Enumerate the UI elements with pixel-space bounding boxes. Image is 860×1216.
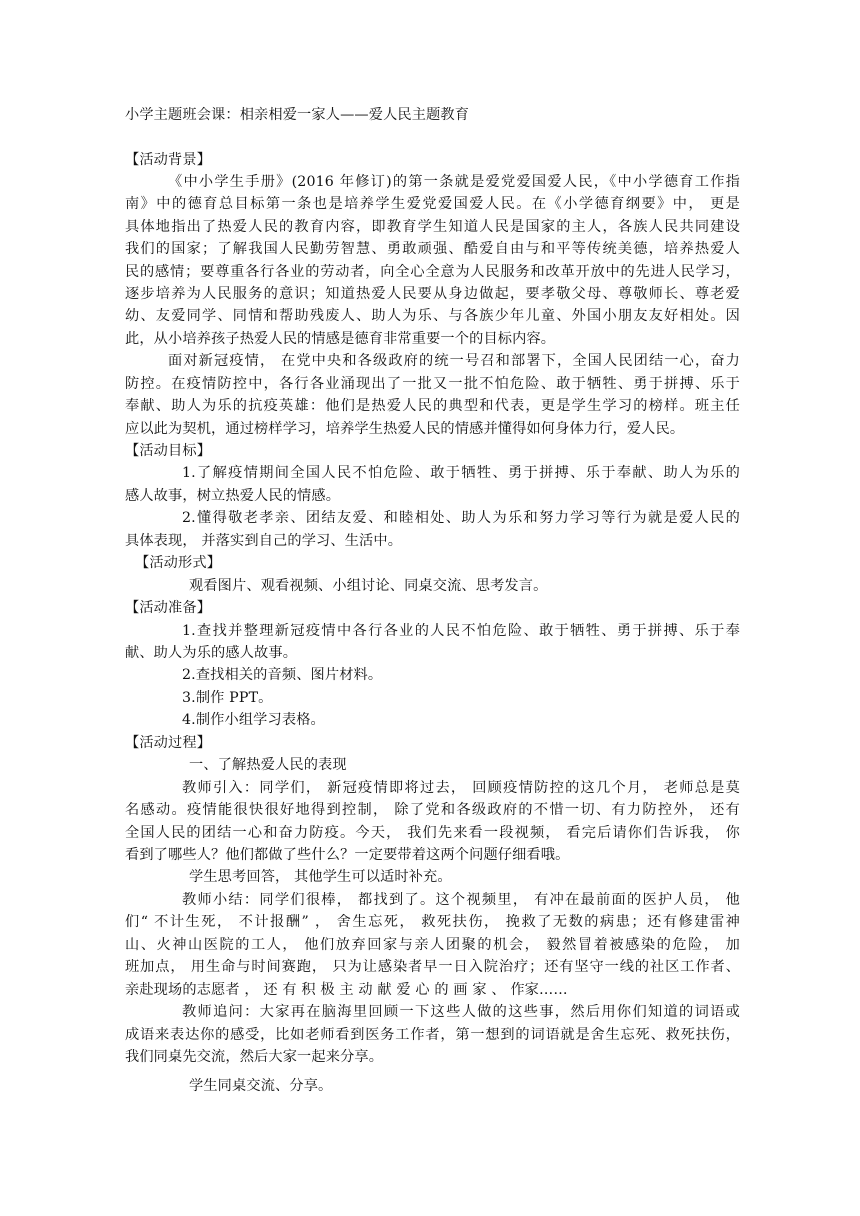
paragraph-line: 全国人民的团结一心和奋力防疫。今天， 我们先来看一段视频， 看完后请你们告诉我， 你 xyxy=(125,825,740,841)
paragraph-line: 班加点， 用生命与时间赛跑， 只为让感染者早一日入院治疗；还有坚守一线的社区工作者、 xyxy=(125,959,740,975)
paragraph-line: 2.查找相关的音频、图片材料。 xyxy=(182,667,383,683)
paragraph-line: 亲赴现场的志愿者 ， 还 有 积 极 主 动 献 爱 心 的 画 家 、 作家…… xyxy=(125,982,568,998)
paragraph-line: 感人故事，树立热爱人民的情感。 xyxy=(125,488,341,504)
paragraph-line: 教师追问：大家再在脑海里回顾一下这些人做的这些事，然后用你们知道的词语或 xyxy=(182,1004,740,1020)
paragraph-line: 献、助人为乐的感人故事。 xyxy=(125,645,298,661)
paragraph-line: 奉献、助人为乐的抗疫英雄：他们是热爱人民的典型和代表，更是学生学习的榜样。班主任 xyxy=(125,398,740,414)
paragraph-line: 南》中的德育总目标第一条也是培养学生爱党爱国爱人民。在《小学德育纲要》中， 更是 xyxy=(125,196,740,212)
paragraph-line: 名感动。疫情能很快很好地得到控制， 除了党和各级政府的不惜一切、有力防控外， 还有 xyxy=(125,802,740,818)
paragraph-line: 我们的国家；了解我国人民勤劳智慧、勇敢顽强、酷爱自由与和平等传统美德，培养热爱人 xyxy=(125,241,740,257)
paragraph-line: 3.制作 PPT。 xyxy=(182,690,273,706)
paragraph-line: 应以此为契机，通过榜样学习，培养学生热爱人民的情感并懂得如何身体力行，爱人民。 xyxy=(125,421,685,437)
paragraph-line: 看到了哪些人？他们都做了些什么？一定要带着这两个问题仔细看哦。 xyxy=(125,847,570,863)
paragraph-line: 逐步培养为人民服务的意识；知道热爱人民要从身边做起，要孝敬父母、尊敬师长、尊老爱 xyxy=(125,286,740,302)
paragraph-line: 幼、友爱同学、同情和帮助残废人、助人为乐、与各族少年儿童、外国小朋友友好相处。因 xyxy=(125,308,740,324)
section-heading-process: 【活动过程】 xyxy=(125,735,212,751)
paragraph-line: 具体地指出了热爱人民的教育内容，即教育学生知道人民是国家的主人，各族人民共同建设 xyxy=(125,219,740,235)
paragraph-line: 2.懂得敬老孝亲、团结友爱、和睦相处、助人为乐和努力学习等行为就是爱人民的 xyxy=(182,510,740,526)
paragraph-line: 1.了解疫情期间全国人民不怕危险、敢于牺牲、勇于拼搏、乐于奉献、助人为乐的 xyxy=(182,465,740,481)
section-heading-preparation: 【活动准备】 xyxy=(125,600,212,616)
paragraph-line: 我们同桌先交流，然后大家一起来分享。 xyxy=(125,1049,384,1065)
paragraph-line: 观看图片、观看视频、小组讨论、同桌交流、思考发言。 xyxy=(189,578,548,594)
paragraph-line: 教师小结：同学们很棒， 都找到了。这个视频里， 有冲在最前面的医护人员， 他 xyxy=(182,892,740,908)
paragraph-line: 成语来表达你的感受，比如老师看到医务工作者，第一想到的词语就是舍生忘死、救死扶伤， xyxy=(125,1027,740,1043)
paragraph-line: 山、火神山医院的工人， 他们放弃回家与亲人团聚的机会， 毅然冒着被感染的危险， 加 xyxy=(125,937,740,953)
paragraph-line: 具体表现， 并落实到自己的学习、生活中。 xyxy=(125,533,403,549)
paragraph-line: 教师引入：同学们， 新冠疫情即将过去， 回顾疫情防控的这几个月， 老师总是莫 xyxy=(182,780,740,796)
subsection-heading: 一、了解热爱人民的表现 xyxy=(189,757,347,773)
paragraph-line: 1.查找并整理新冠疫情中各行各业的人民不怕危险、敢于牺牲、勇于拼搏、乐于奉 xyxy=(182,623,740,639)
paragraph-line: 民的感情；要尊重各行各业的劳动者，向全心全意为人民服务和改革开放中的先进人民学习， xyxy=(125,264,740,280)
section-heading-format: 【活动形式】 xyxy=(135,555,222,571)
paragraph-line: 防控。在疫情防控中，各行各业涌现出了一批又一批不怕危险、敢于牺牲、勇于拼搏、乐于 xyxy=(125,376,740,392)
paragraph-line: 学生思考回答， 其他学生可以适时补充。 xyxy=(189,869,452,885)
paragraph-line: 此，从小培养孩子热爱人民的情感是德育非常重要一个的目标内容。 xyxy=(125,331,556,347)
section-heading-goals: 【活动目标】 xyxy=(125,443,212,459)
document-title: 小学主题班会课：相亲相爱一家人——爱人民主题教育 xyxy=(125,107,470,123)
paragraph-line: 《中小学生手册》(2016 年修订)的第一条就是爱党爱国爱人民，《中小学德育工作指 xyxy=(168,174,740,190)
paragraph-line: 4.制作小组学习表格。 xyxy=(182,712,325,728)
section-heading-background: 【活动背景】 xyxy=(125,152,212,168)
paragraph-line: 们“ 不计生死， 不计报酬” ， 舍生忘死， 救死扶伤， 挽救了无数的病患；还有修建雷神 xyxy=(125,914,740,930)
paragraph-line: 面对新冠疫情， 在党中央和各级政府的统一号召和部署下，全国人民团结一心，奋力 xyxy=(168,353,740,369)
paragraph-line: 学生同桌交流、分享。 xyxy=(189,1078,333,1094)
